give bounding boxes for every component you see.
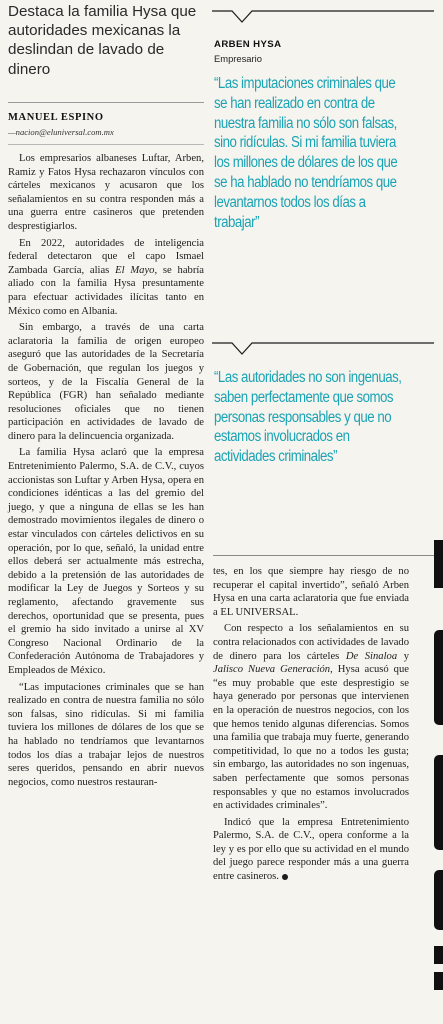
adjacent-page-bar [434, 755, 443, 850]
paragraph-5: “Las imputaciones criminales que se han realizado en contra de nuestra familia no sólo son falsas, sino ridículas. Si mi familia tuviera los millones de dólares de los que se ha hablado no tendríamos que levantarnos todos los días a trabajar lejos de nuestros seres queridos, pensando en abrir nuevos negocios, como nuestros restauran- [8, 681, 204, 788]
speaker-role: Empresario [214, 53, 262, 64]
pull-quote-1: “Las imputaciones criminales que se han realizado en contra de nuestra familia no sólo son falsas, sino ridículas. Si mi familia tuviera los millones de dólares de los que se ha hablado no tendríamos que levantarnos todos los días a trabajar” [214, 75, 398, 231]
author-name: MANUEL ESPINO [8, 112, 104, 123]
alias-name: El Mayo [115, 264, 155, 276]
paragraph-2-end: , se habría aliado con la familia Hysa presuntamente para efectuar actividades ilícitas tanto en México como en Albania. [8, 264, 204, 317]
cartel-name-1: De Sinaloa [345, 650, 398, 662]
adjacent-page-bar [434, 870, 443, 930]
byline-divider [8, 144, 204, 145]
article-column-2 [213, 565, 409, 884]
paragraph-1: Los empresarios albaneses Luftar, Arben, Ramiz y Fatos Hysa rechazaron vínculos con cárteles mexicanos y acusaron que los señalamientos en su contra responden más a una guerra entre casineros que pretenden desprestigiarlos. [8, 153, 204, 232]
adjacent-page-bar [434, 946, 443, 964]
paragraph-4: La familia Hysa aclaró que la empresa Entretenimiento Palermo, S.A. de C.V., cuyos accionistas son Luftar y Arben Hysa, opera en condiciones idénticas a las del gremio del juego, y que a ninguna de ellas se les han demostrado movimientos ilegales de dinero o estar vinculados con cárteles delictivos en su operación, por lo que, señaló, la unidad entre ellos deberá ser actualmente más estrecha, debido a la pretensión de las autoridades de modificar la Ley de Juegos y Sorteos y su reglamento, afectando gravemente sus derechos, oportunidad que se presenta, pues el gremio ha sido invitado a unirse al XV Congreso Nacional Ordinario de la Confederación Autónoma de Trabajadores y Empleados de México. [8, 447, 204, 676]
pull-quote-2: “Las autoridades no son ingenuas, saben perfectamente que somos personas responsables y que no estamos involucrados en actividades criminales” [214, 369, 402, 466]
paragraph-6-start: Con respecto a los señalamientos en su contra relacionados con actividades de lavado de dinero para los cárteles [213, 623, 409, 662]
paragraph-6-end: , Hysa acusó que “es muy probable que este desprestigio se haya generado por personas que intervienen en la operación de nuestros negocios, con los que hemos tenido algunas diferencias. Somos una familia que trabaja muy fuerte, generando competitividad, lo que no a todos les gusta; sin embargo, las autoridades no son ingenuas, saben perfectamente que somos personas responsables y que no estamos involucrados en actividades criminales”. [213, 664, 409, 812]
headline: Destaca la familia Hysa que autoridades mexicanas la deslindan de lavado de dinero [8, 3, 197, 78]
paragraph-6-and: y [397, 650, 410, 662]
author-email: —nacion@eluniversal.com.mx [8, 127, 114, 137]
headline-divider [8, 102, 204, 103]
paragraph-3: Sin embargo, a través de una carta aclaratoria la familia de origen europeo aseguró que las autoridades de la Secretaría de Gobernación, que regulan los juegos y sorteos, y de la Fiscalía General de la República (FGR) han señalado mediante resoluciones oficiales que no tienen participación en actividades de lavado de dinero para la delincuencia organizada. [8, 322, 204, 442]
article-column-1 [8, 152, 204, 789]
paragraph-2 [8, 237, 204, 319]
chevron-divider-middle [212, 338, 434, 358]
cartel-name-2: Jalisco Nueva Generación [213, 664, 331, 676]
paragraph-5-continued: tes, en los que siempre hay riesgo de no recuperar el capital invertido”, señaló Arben Hysa en una carta aclaratoria que fue enviada a EL UNIVERSAL. [213, 566, 409, 618]
paragraph-7-text: Indicó que la empresa Entretenimiento Palermo, S.A. de C.V., opera conforme a la ley y es por ello que su actividad en el mundo del juego parece responder más a una guerra entre casineros. [213, 816, 409, 883]
paragraph-7 [213, 816, 409, 884]
speaker-name: ARBEN HYSA [214, 39, 282, 50]
adjacent-page-bar [434, 630, 443, 725]
adjacent-page-bar [434, 972, 443, 990]
paragraph-6 [213, 622, 409, 812]
paragraph-2-start: En 2022, autoridades de inteligencia federal detectaron que el capo Ismael Zambada García, alias [8, 237, 204, 276]
sidebar-bottom-divider [213, 555, 434, 556]
chevron-divider-top [212, 6, 434, 26]
end-of-article-bullet [282, 874, 288, 880]
adjacent-page-bar [434, 540, 443, 588]
